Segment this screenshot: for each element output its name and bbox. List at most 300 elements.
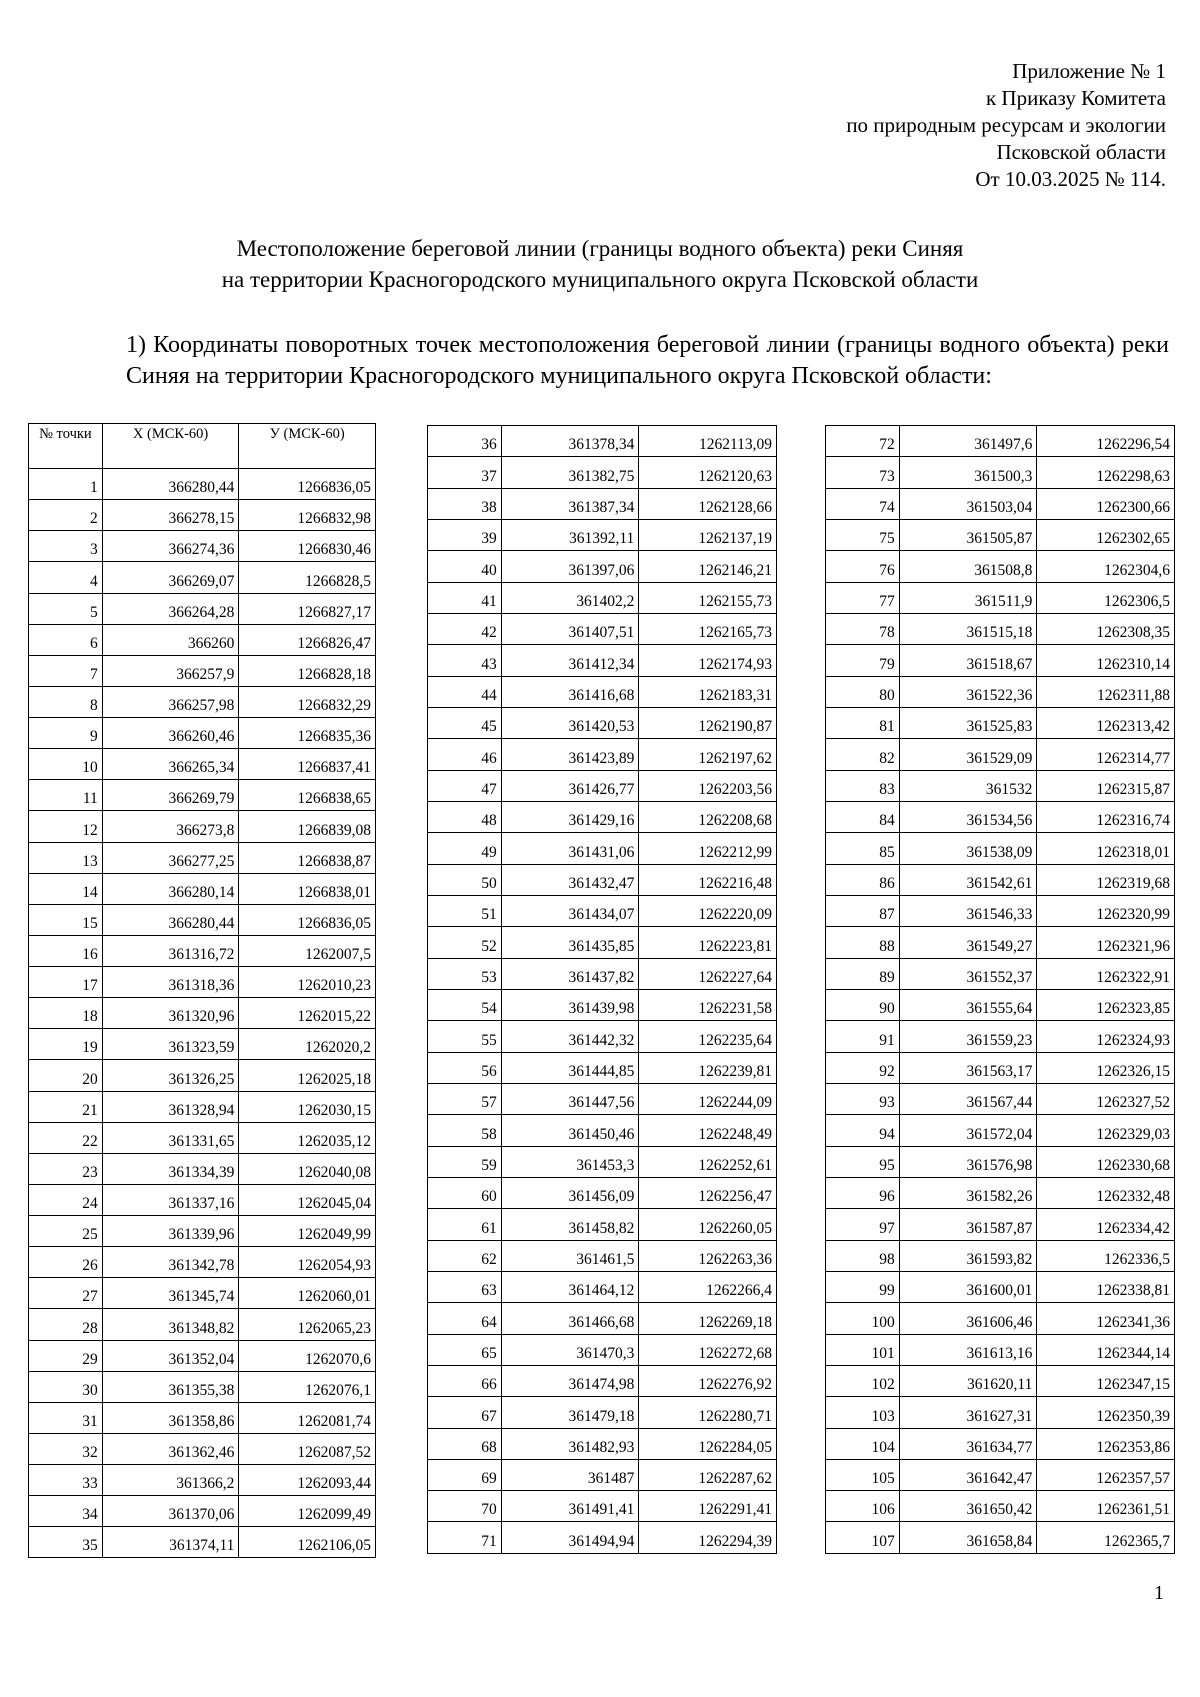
y-coordinate: 1262323,85 <box>1037 989 1175 1020</box>
appendix-line-1: Приложение № 1 <box>1012 59 1166 83</box>
x-coordinate: 361482,93 <box>501 1428 639 1459</box>
table-row <box>428 1146 777 1177</box>
x-coordinate: 361328,94 <box>102 1091 239 1122</box>
x-coordinate: 366257,98 <box>102 686 239 717</box>
x-coordinate: 361320,96 <box>102 998 239 1029</box>
y-coordinate: 1262244,09 <box>639 1083 777 1114</box>
point-number: 59 <box>428 1146 502 1177</box>
point-number: 60 <box>428 1177 502 1208</box>
y-coordinate: 1262287,62 <box>639 1459 777 1490</box>
x-coordinate: 361479,18 <box>501 1397 639 1428</box>
y-coordinate: 1262216,48 <box>639 864 777 895</box>
table-row <box>428 457 777 488</box>
point-number: 29 <box>29 1340 103 1371</box>
x-coordinate: 361627,31 <box>899 1397 1037 1428</box>
y-coordinate: 1266838,65 <box>239 780 376 811</box>
y-coordinate: 1262327,52 <box>1037 1083 1175 1114</box>
x-coordinate: 361435,85 <box>501 927 639 958</box>
y-coordinate: 1262120,63 <box>639 457 777 488</box>
x-coordinate: 361593,82 <box>899 1240 1037 1271</box>
y-coordinate: 1262203,56 <box>639 770 777 801</box>
y-coordinate: 1262256,47 <box>639 1177 777 1208</box>
point-number: 88 <box>826 927 900 958</box>
point-number: 57 <box>428 1083 502 1114</box>
point-number: 50 <box>428 864 502 895</box>
x-coordinate: 361567,44 <box>899 1083 1037 1114</box>
header-y: У (МСК-60) <box>239 424 376 469</box>
point-number: 71 <box>428 1522 502 1553</box>
x-coordinate: 361642,47 <box>899 1459 1037 1490</box>
x-coordinate: 361563,17 <box>899 1052 1037 1083</box>
y-coordinate: 1266832,98 <box>239 500 376 531</box>
point-number: 85 <box>826 833 900 864</box>
table-row <box>428 1491 777 1522</box>
table-row <box>428 1428 777 1459</box>
x-coordinate: 366280,44 <box>102 469 239 500</box>
y-coordinate: 1262347,15 <box>1037 1365 1175 1396</box>
y-coordinate: 1262060,01 <box>239 1278 376 1309</box>
y-coordinate: 1262035,12 <box>239 1122 376 1153</box>
x-coordinate: 361587,87 <box>899 1209 1037 1240</box>
y-coordinate: 1266838,01 <box>239 873 376 904</box>
x-coordinate: 366274,36 <box>102 531 239 562</box>
point-number: 99 <box>826 1271 900 1302</box>
y-coordinate: 1262025,18 <box>239 1060 376 1091</box>
table-row <box>428 1240 777 1271</box>
table-header-row <box>29 424 376 469</box>
x-coordinate: 361542,61 <box>899 864 1037 895</box>
y-coordinate: 1266826,47 <box>239 624 376 655</box>
x-coordinate: 361392,11 <box>501 519 639 550</box>
point-number: 4 <box>29 562 103 593</box>
table-row <box>29 624 376 655</box>
x-coordinate: 366280,14 <box>102 873 239 904</box>
x-coordinate: 361450,46 <box>501 1115 639 1146</box>
table-row <box>428 1021 777 1052</box>
point-number: 45 <box>428 707 502 738</box>
x-coordinate: 366269,07 <box>102 562 239 593</box>
point-number: 64 <box>428 1303 502 1334</box>
x-coordinate: 361511,9 <box>899 582 1037 613</box>
point-number: 65 <box>428 1334 502 1365</box>
table-row <box>826 1491 1175 1522</box>
point-number: 100 <box>826 1303 900 1334</box>
x-coordinate: 361326,25 <box>102 1060 239 1091</box>
y-coordinate: 1262316,74 <box>1037 801 1175 832</box>
point-number: 95 <box>826 1146 900 1177</box>
table-row <box>29 811 376 842</box>
table-row <box>428 551 777 582</box>
coordinates-table-2 <box>427 425 777 1554</box>
y-coordinate: 1262338,81 <box>1037 1271 1175 1302</box>
x-coordinate: 361453,3 <box>501 1146 639 1177</box>
y-coordinate: 1266835,36 <box>239 718 376 749</box>
x-coordinate: 361503,04 <box>899 488 1037 519</box>
point-number: 10 <box>29 749 103 780</box>
table-row <box>826 989 1175 1020</box>
point-number: 1 <box>29 469 103 500</box>
x-coordinate: 361529,09 <box>899 739 1037 770</box>
x-coordinate: 361532 <box>899 770 1037 801</box>
point-number: 44 <box>428 676 502 707</box>
y-coordinate: 1262220,09 <box>639 895 777 926</box>
appendix-line-3: по природным ресурсам и экологии <box>846 113 1166 137</box>
y-coordinate: 1262208,68 <box>639 801 777 832</box>
x-coordinate: 361318,36 <box>102 967 239 998</box>
point-number: 55 <box>428 1021 502 1052</box>
y-coordinate: 1262239,81 <box>639 1052 777 1083</box>
x-coordinate: 361606,46 <box>899 1303 1037 1334</box>
x-coordinate: 361582,26 <box>899 1177 1037 1208</box>
x-coordinate: 361348,82 <box>102 1309 239 1340</box>
point-number: 24 <box>29 1184 103 1215</box>
x-coordinate: 361464,12 <box>501 1271 639 1302</box>
x-coordinate: 361387,34 <box>501 488 639 519</box>
intro-paragraph: 1) Координаты поворотных точек местоположения береговой линии (границы водного объекта) реки Синяя на территории Красногородского муниципального округа Псковской области: <box>126 332 1169 389</box>
table-row <box>428 801 777 832</box>
table-row <box>29 1247 376 1278</box>
table-row <box>826 801 1175 832</box>
y-coordinate: 1262332,48 <box>1037 1177 1175 1208</box>
table-row <box>29 749 376 780</box>
table-row <box>29 1402 376 1433</box>
y-coordinate: 1262070,6 <box>239 1340 376 1371</box>
table-row <box>826 1052 1175 1083</box>
table-row <box>428 707 777 738</box>
y-coordinate: 1266838,87 <box>239 842 376 873</box>
y-coordinate: 1266827,17 <box>239 593 376 624</box>
point-number: 58 <box>428 1115 502 1146</box>
y-coordinate: 1266828,18 <box>239 655 376 686</box>
table-row <box>29 500 376 531</box>
point-number: 13 <box>29 842 103 873</box>
point-number: 25 <box>29 1216 103 1247</box>
x-coordinate: 366273,8 <box>102 811 239 842</box>
table-row <box>428 645 777 676</box>
y-coordinate: 1262314,77 <box>1037 739 1175 770</box>
y-coordinate: 1262321,96 <box>1037 927 1175 958</box>
x-coordinate: 361518,67 <box>899 645 1037 676</box>
table-row <box>826 613 1175 644</box>
x-coordinate: 361412,34 <box>501 645 639 676</box>
point-number: 81 <box>826 707 900 738</box>
table-row <box>29 935 376 966</box>
point-number: 23 <box>29 1153 103 1184</box>
y-coordinate: 1262235,64 <box>639 1021 777 1052</box>
point-number: 61 <box>428 1209 502 1240</box>
y-coordinate: 1262146,21 <box>639 551 777 582</box>
x-coordinate: 361366,2 <box>102 1465 239 1496</box>
x-coordinate: 361487 <box>501 1459 639 1490</box>
point-number: 77 <box>826 582 900 613</box>
x-coordinate: 361316,72 <box>102 935 239 966</box>
x-coordinate: 361429,16 <box>501 801 639 832</box>
x-coordinate: 366269,79 <box>102 780 239 811</box>
y-coordinate: 1262252,61 <box>639 1146 777 1177</box>
point-number: 101 <box>826 1334 900 1365</box>
table-row <box>826 895 1175 926</box>
x-coordinate: 366265,34 <box>102 749 239 780</box>
point-number: 16 <box>29 935 103 966</box>
point-number: 46 <box>428 739 502 770</box>
table-row <box>826 582 1175 613</box>
x-coordinate: 361534,56 <box>899 801 1037 832</box>
y-coordinate: 1262304,6 <box>1037 551 1175 582</box>
x-coordinate: 366278,15 <box>102 500 239 531</box>
table-row <box>826 1334 1175 1365</box>
point-number: 3 <box>29 531 103 562</box>
x-coordinate: 361331,65 <box>102 1122 239 1153</box>
x-coordinate: 361525,83 <box>899 707 1037 738</box>
x-coordinate: 361355,38 <box>102 1371 239 1402</box>
table-row <box>428 864 777 895</box>
y-coordinate: 1262311,88 <box>1037 676 1175 707</box>
y-coordinate: 1262049,99 <box>239 1216 376 1247</box>
table-row <box>826 1240 1175 1271</box>
x-coordinate: 361494,94 <box>501 1522 639 1553</box>
y-coordinate: 1262319,68 <box>1037 864 1175 895</box>
table-row <box>29 1527 376 1558</box>
point-number: 32 <box>29 1433 103 1464</box>
point-number: 41 <box>428 582 502 613</box>
table-row <box>29 562 376 593</box>
y-coordinate: 1262330,68 <box>1037 1146 1175 1177</box>
table-row <box>826 676 1175 707</box>
x-coordinate: 361323,59 <box>102 1029 239 1060</box>
table-row <box>428 1271 777 1302</box>
table-row <box>826 1365 1175 1396</box>
x-coordinate: 361431,06 <box>501 833 639 864</box>
table-row <box>29 1122 376 1153</box>
y-coordinate: 1262260,05 <box>639 1209 777 1240</box>
table-row <box>428 1083 777 1114</box>
table-row <box>826 1021 1175 1052</box>
y-coordinate: 1262093,44 <box>239 1465 376 1496</box>
x-coordinate: 361546,33 <box>899 895 1037 926</box>
x-coordinate: 361572,04 <box>899 1115 1037 1146</box>
y-coordinate: 1262007,5 <box>239 935 376 966</box>
point-number: 49 <box>428 833 502 864</box>
table-row <box>29 1371 376 1402</box>
x-coordinate: 366260 <box>102 624 239 655</box>
table-row <box>29 1465 376 1496</box>
point-number: 83 <box>826 770 900 801</box>
y-coordinate: 1262334,42 <box>1037 1209 1175 1240</box>
table-row <box>29 1340 376 1371</box>
point-number: 2 <box>29 500 103 531</box>
x-coordinate: 361549,27 <box>899 927 1037 958</box>
y-coordinate: 1262223,81 <box>639 927 777 958</box>
point-number: 19 <box>29 1029 103 1060</box>
y-coordinate: 1262045,04 <box>239 1184 376 1215</box>
table-row <box>428 1522 777 1553</box>
table-row <box>428 582 777 613</box>
y-coordinate: 1262276,92 <box>639 1365 777 1396</box>
point-number: 62 <box>428 1240 502 1271</box>
point-number: 80 <box>826 676 900 707</box>
point-number: 104 <box>826 1428 900 1459</box>
y-coordinate: 1262190,87 <box>639 707 777 738</box>
title-line-2: на территории Красногородского муниципального округа Псковской области <box>221 267 979 292</box>
x-coordinate: 361339,96 <box>102 1216 239 1247</box>
x-coordinate: 361461,5 <box>501 1240 639 1271</box>
x-coordinate: 361466,68 <box>501 1303 639 1334</box>
point-number: 94 <box>826 1115 900 1146</box>
y-coordinate: 1262320,99 <box>1037 895 1175 926</box>
x-coordinate: 361423,89 <box>501 739 639 770</box>
x-coordinate: 361515,18 <box>899 613 1037 644</box>
x-coordinate: 361374,11 <box>102 1527 239 1558</box>
point-number: 33 <box>29 1465 103 1496</box>
point-number: 76 <box>826 551 900 582</box>
table-row <box>29 686 376 717</box>
y-coordinate: 1262306,5 <box>1037 582 1175 613</box>
y-coordinate: 1262174,93 <box>639 645 777 676</box>
table-row <box>826 864 1175 895</box>
point-number: 73 <box>826 457 900 488</box>
x-coordinate: 361508,8 <box>899 551 1037 582</box>
table-row <box>428 1365 777 1396</box>
x-coordinate: 361522,36 <box>899 676 1037 707</box>
y-coordinate: 1262269,18 <box>639 1303 777 1334</box>
x-coordinate: 361555,64 <box>899 989 1037 1020</box>
y-coordinate: 1262365,7 <box>1037 1522 1175 1553</box>
table-row <box>826 519 1175 550</box>
x-coordinate: 361342,78 <box>102 1247 239 1278</box>
point-number: 89 <box>826 958 900 989</box>
y-coordinate: 1266839,08 <box>239 811 376 842</box>
point-number: 93 <box>826 1083 900 1114</box>
point-number: 78 <box>826 613 900 644</box>
y-coordinate: 1262227,64 <box>639 958 777 989</box>
table-row <box>826 833 1175 864</box>
table-row <box>826 927 1175 958</box>
appendix-header <box>846 58 1166 193</box>
table-row <box>826 770 1175 801</box>
x-coordinate: 361497,6 <box>899 426 1037 457</box>
table-row <box>826 1428 1175 1459</box>
x-coordinate: 361426,77 <box>501 770 639 801</box>
y-coordinate: 1262183,31 <box>639 676 777 707</box>
x-coordinate: 361500,3 <box>899 457 1037 488</box>
y-coordinate: 1262020,2 <box>239 1029 376 1060</box>
y-coordinate: 1262010,23 <box>239 967 376 998</box>
table-row <box>428 1334 777 1365</box>
x-coordinate: 366280,44 <box>102 904 239 935</box>
table-row <box>29 1029 376 1060</box>
point-number: 42 <box>428 613 502 644</box>
header-x: Х (МСК-60) <box>102 424 239 469</box>
y-coordinate: 1262266,4 <box>639 1271 777 1302</box>
point-number: 37 <box>428 457 502 488</box>
point-number: 53 <box>428 958 502 989</box>
table-row <box>428 1115 777 1146</box>
x-coordinate: 366260,46 <box>102 718 239 749</box>
y-coordinate: 1262313,42 <box>1037 707 1175 738</box>
point-number: 75 <box>826 519 900 550</box>
table-row <box>826 1083 1175 1114</box>
point-number: 6 <box>29 624 103 655</box>
table-row <box>826 645 1175 676</box>
point-number: 21 <box>29 1091 103 1122</box>
y-coordinate: 1262054,93 <box>239 1247 376 1278</box>
table-row <box>826 739 1175 770</box>
point-number: 39 <box>428 519 502 550</box>
y-coordinate: 1262296,54 <box>1037 426 1175 457</box>
y-coordinate: 1262081,74 <box>239 1402 376 1433</box>
x-coordinate: 361358,86 <box>102 1402 239 1433</box>
y-coordinate: 1266837,41 <box>239 749 376 780</box>
point-number: 35 <box>29 1527 103 1558</box>
table-row <box>428 958 777 989</box>
point-number: 51 <box>428 895 502 926</box>
table-row <box>826 488 1175 519</box>
y-coordinate: 1262076,1 <box>239 1371 376 1402</box>
table-row <box>29 1091 376 1122</box>
point-number: 34 <box>29 1496 103 1527</box>
y-coordinate: 1262308,35 <box>1037 613 1175 644</box>
point-number: 74 <box>826 488 900 519</box>
x-coordinate: 361397,06 <box>501 551 639 582</box>
point-number: 90 <box>826 989 900 1020</box>
point-number: 18 <box>29 998 103 1029</box>
point-number: 92 <box>826 1052 900 1083</box>
y-coordinate: 1262357,57 <box>1037 1459 1175 1490</box>
y-coordinate: 1262137,19 <box>639 519 777 550</box>
x-coordinate: 366264,28 <box>102 593 239 624</box>
y-coordinate: 1262329,03 <box>1037 1115 1175 1146</box>
y-coordinate: 1262336,5 <box>1037 1240 1175 1271</box>
y-coordinate: 1266828,5 <box>239 562 376 593</box>
table-row <box>826 1146 1175 1177</box>
point-number: 84 <box>826 801 900 832</box>
point-number: 31 <box>29 1402 103 1433</box>
y-coordinate: 1262353,86 <box>1037 1428 1175 1459</box>
x-coordinate: 361432,47 <box>501 864 639 895</box>
point-number: 14 <box>29 873 103 904</box>
table-row <box>29 1433 376 1464</box>
y-coordinate: 1266830,46 <box>239 531 376 562</box>
title-line-1: Местоположение береговой линии (границы водного объекта) реки Синяя <box>236 236 964 261</box>
table-row <box>428 1209 777 1240</box>
x-coordinate: 361552,37 <box>899 958 1037 989</box>
x-coordinate: 361456,09 <box>501 1177 639 1208</box>
y-coordinate: 1262015,22 <box>239 998 376 1029</box>
point-number: 72 <box>826 426 900 457</box>
table-row <box>428 519 777 550</box>
table-row <box>428 1177 777 1208</box>
y-coordinate: 1262040,08 <box>239 1153 376 1184</box>
table-row <box>29 593 376 624</box>
x-coordinate: 361378,34 <box>501 426 639 457</box>
table-row <box>826 1459 1175 1490</box>
table-row <box>29 780 376 811</box>
point-number: 79 <box>826 645 900 676</box>
y-coordinate: 1262280,71 <box>639 1397 777 1428</box>
appendix-line-2: к Приказу Комитета <box>985 86 1166 110</box>
x-coordinate: 361576,98 <box>899 1146 1037 1177</box>
table-row <box>29 873 376 904</box>
x-coordinate: 361444,85 <box>501 1052 639 1083</box>
y-coordinate: 1262197,62 <box>639 739 777 770</box>
x-coordinate: 361658,84 <box>899 1522 1037 1553</box>
x-coordinate: 366257,9 <box>102 655 239 686</box>
x-coordinate: 361458,82 <box>501 1209 639 1240</box>
point-number: 96 <box>826 1177 900 1208</box>
table-row <box>29 1309 376 1340</box>
y-coordinate: 1266836,05 <box>239 904 376 935</box>
appendix-line-4: Псковской области <box>996 140 1166 164</box>
